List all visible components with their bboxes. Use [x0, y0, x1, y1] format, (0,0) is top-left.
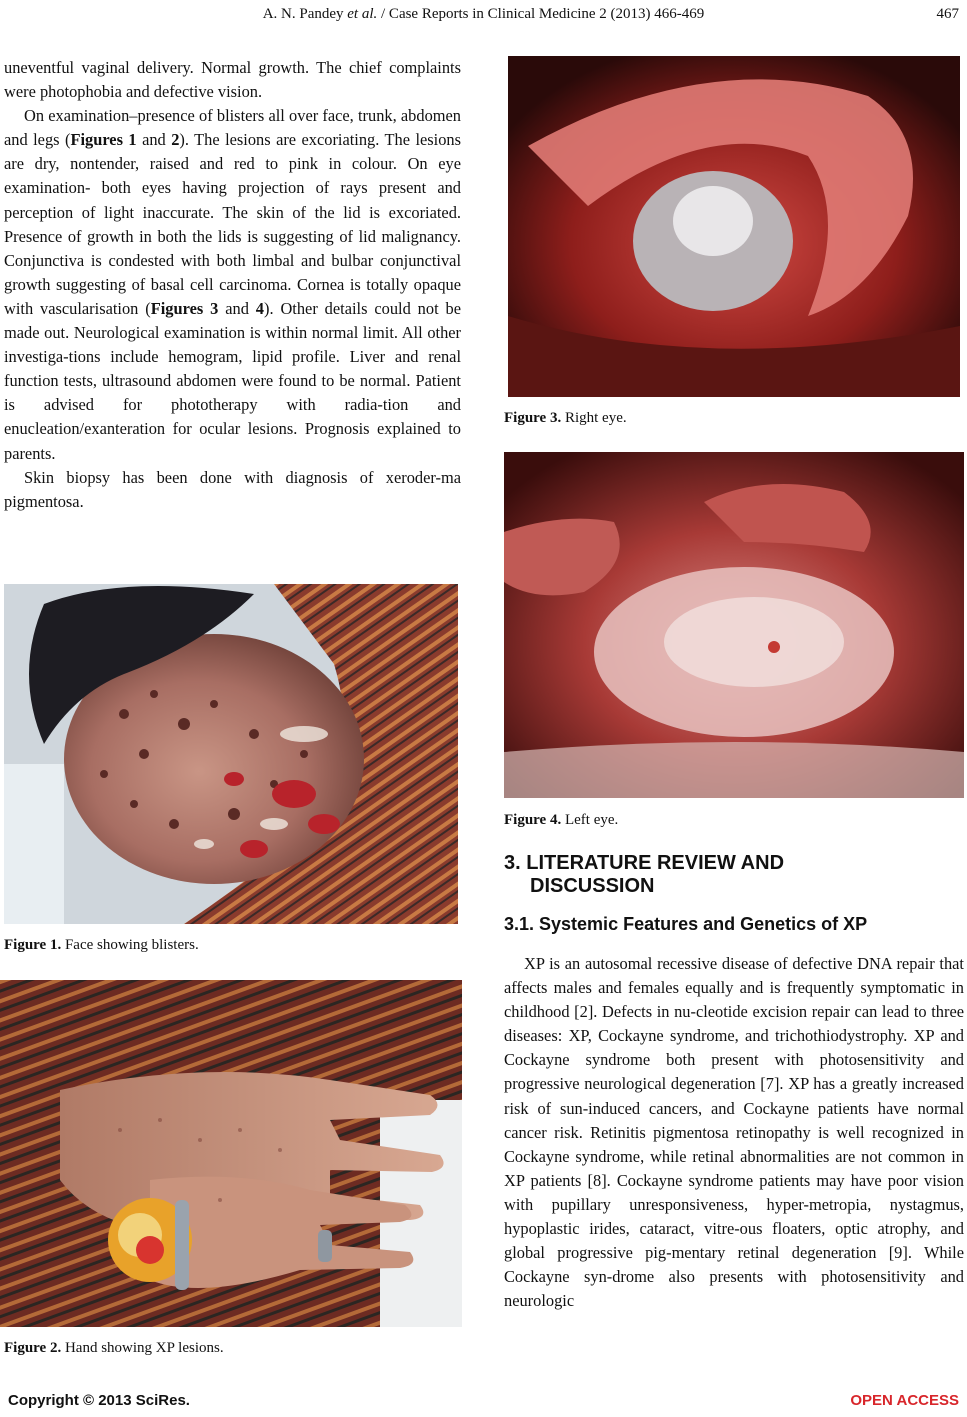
figure-reference: 2 [171, 130, 180, 150]
copyright-notice: Copyright © 2013 SciRes. [8, 1392, 190, 1409]
figure-2-photo [0, 980, 462, 1327]
figure-label: Figure 1. [4, 937, 62, 953]
page-number: 467 [936, 6, 959, 22]
running-title-authors: A. N. Pandey [262, 6, 348, 22]
paragraph: Skin biopsy has been done with diagnosis of xeroder-ma pigmentosa. [4, 467, 461, 511]
paragraph: uneventful vaginal delivery. Normal growth. The chief complaints were photophobia and defective vision. [4, 58, 461, 102]
figure-4-photo [504, 452, 964, 798]
running-title [0, 6, 967, 23]
left-column-text [4, 56, 461, 514]
hand-photo-illustration [0, 980, 462, 1327]
figure-label: Figure 3. [504, 410, 562, 426]
figure-reference: Figures 3 [150, 298, 219, 318]
figure-1-photo [4, 584, 458, 924]
open-access-label: OPEN ACCESS [850, 1392, 959, 1409]
figure-1-caption: Figure 1. Face showing blisters. [4, 937, 199, 953]
running-title-etal: et al. [347, 6, 378, 22]
figure-4-caption: Figure 4. Left eye. [504, 812, 619, 828]
section-heading: 3. LITERATURE REVIEW AND DISCUSSION [504, 852, 785, 897]
subsection-heading: 3.1. Systemic Features and Genetics of XP [504, 914, 868, 934]
face-photo-illustration [4, 584, 458, 924]
running-title-journal: / Case Reports in Clinical Medicine 2 (2013) 466-469 [377, 6, 705, 22]
paragraph: On examination–presence of blisters all over face, trunk, abdomen and legs (Figures 1 and 2). The lesions are excoriating. The lesions are dry, nontender, raised and red to pink in colour. On eye examination- both eyes having projection of rays present and perception of light inaccurate. The skin of the lid is excoriated. Presence of growth in both the lids is suggesting of lid malignancy. Conjunctiva is condested with both limbal and bulbar conjunctival growth suggesting of basal cell carcinoma. Cornea is totally opaque with vascularisation (Figures 3 and 4). Other details could not be made out. Neurological examination is within normal limit. All other investiga-tions include hemogram, lipid profile. Liver and renal function tests, ultrasound abdomen were found to be normal. Patient is advised for phototherapy with radia-tion and enucleation/exanteration for ocular lesions. Prognosis explained to parents. [4, 106, 461, 463]
figure-3-caption: Figure 3. Right eye. [504, 410, 627, 426]
right-column-text [504, 952, 964, 1313]
figure-3-photo [508, 56, 960, 397]
figure-reference: 4 [255, 298, 264, 318]
figure-label: Figure 2. [4, 1340, 62, 1356]
left-eye-photo-illustration [504, 452, 964, 798]
figure-2-caption: Figure 2. Hand showing XP lesions. [4, 1340, 224, 1356]
paragraph: XP is an autosomal recessive disease of defective DNA repair that affects males and females equally and is frequently symptomatic in childhood [2]. Defects in nu-cleotide excision repair can lead to three diseases: XP, Cockayne syndrome, and trichothiodystrophy. XP and Cockayne syndrome both present with photosensitivity and progressive neurological degeneration [7]. XP has a greatly increased risk of sun-induced cancers, and Cockayne patients have normal cancer risk. Retinitis pigmentosa retinopathy is well recognized in Cockayne syndrome, while retinal abnormalities are not common in XP patients [8]. Cockayne syndrome patients may have poor vision with pupillary unresponsiveness, hyper-metropia, nystagmus, hypoplastic irides, cataract, vitre-ous floaters, optic atrophy, and global progressive pig-mentary retinal degeneration [9]. While Cockayne syn-drome also presents with photosensitivity and neurologic [504, 954, 964, 1311]
right-eye-photo-illustration [508, 56, 960, 397]
figure-label: Figure 4. [504, 812, 562, 828]
running-header [0, 6, 967, 30]
figure-reference: Figures 1 [70, 130, 137, 150]
